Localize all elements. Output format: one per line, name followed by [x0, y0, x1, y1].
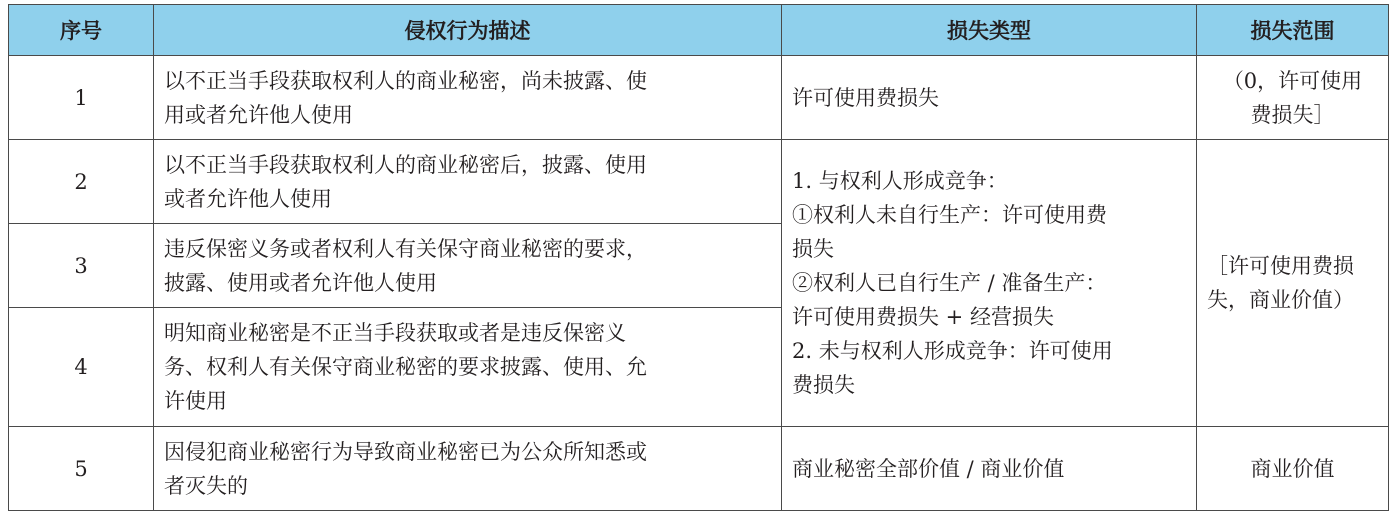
description-line: 披露、使用或者允许他人使用 [164, 270, 437, 295]
description-line: 许使用 [164, 389, 227, 413]
header-description: 侵权行为描述 [154, 5, 782, 56]
description-line: 明知商业秘密是不正当手段获取或者是违反保密义 [164, 321, 626, 345]
loss-type-line: 许可使用费损失 + 经营损失 [792, 305, 1054, 329]
row-index: 1 [9, 56, 154, 140]
row-index: 3 [9, 224, 154, 308]
row-loss-type: 许可使用费损失 [782, 56, 1197, 140]
loss-type-line: 损失 [792, 237, 834, 261]
compensation-table [8, 4, 1389, 511]
row-description [154, 427, 782, 511]
header-loss-range: 损失范围 [1197, 5, 1389, 56]
range-line: 费损失］ [1250, 102, 1335, 127]
loss-type-line: ②权利人已自行生产 / 准备生产： [792, 271, 1107, 295]
description-line: 违反保密义务或者权利人有关保守商业秘密的要求， [164, 236, 647, 261]
row-index: 2 [9, 140, 154, 224]
table-row [9, 427, 1389, 511]
row-loss-type: 商业秘密全部价值 / 商业价值 [782, 427, 1197, 511]
row-index: 4 [9, 308, 154, 427]
description-line: 用或者允许他人使用 [164, 102, 353, 127]
header-index: 序号 [9, 5, 154, 56]
loss-type-line: ①权利人未自行生产：许可使用费 [792, 203, 1107, 227]
description-line: 者灭失的 [164, 473, 248, 498]
loss-type-line: 2. 未与权利人形成竞争：许可使用 [792, 339, 1113, 363]
loss-type-line: 1. 与权利人形成竞争： [792, 169, 1008, 193]
row-description [154, 140, 782, 224]
description-line: 因侵犯商业秘密行为导致商业秘密已为公众所知悉或 [164, 439, 647, 464]
description-line: 务、权利人有关保守商业秘密的要求披露、使用、允 [164, 355, 647, 379]
row-description [154, 56, 782, 140]
range-line: ［许可使用费损 [1207, 254, 1354, 278]
row-index: 5 [9, 427, 154, 511]
description-line: 以不正当手段获取权利人的商业秘密后，披露、使用 [164, 152, 647, 177]
table-row [9, 56, 1389, 140]
description-line: 以不正当手段获取权利人的商业秘密，尚未披露、使 [164, 68, 647, 93]
range-line: 失，商业价值） [1207, 288, 1354, 312]
loss-type-line: 费损失 [792, 373, 855, 397]
table-row [9, 140, 1389, 224]
row-loss-range [1197, 56, 1389, 140]
table-header-row [9, 5, 1389, 56]
merged-loss-range [1197, 140, 1389, 427]
description-line: 或者允许他人使用 [164, 186, 332, 211]
row-loss-range: 商业价值 [1197, 427, 1389, 511]
row-description [154, 308, 782, 427]
merged-loss-type [782, 140, 1197, 427]
range-line: （0，许可使用 [1222, 68, 1363, 93]
row-description [154, 224, 782, 308]
header-loss-type: 损失类型 [782, 5, 1197, 56]
